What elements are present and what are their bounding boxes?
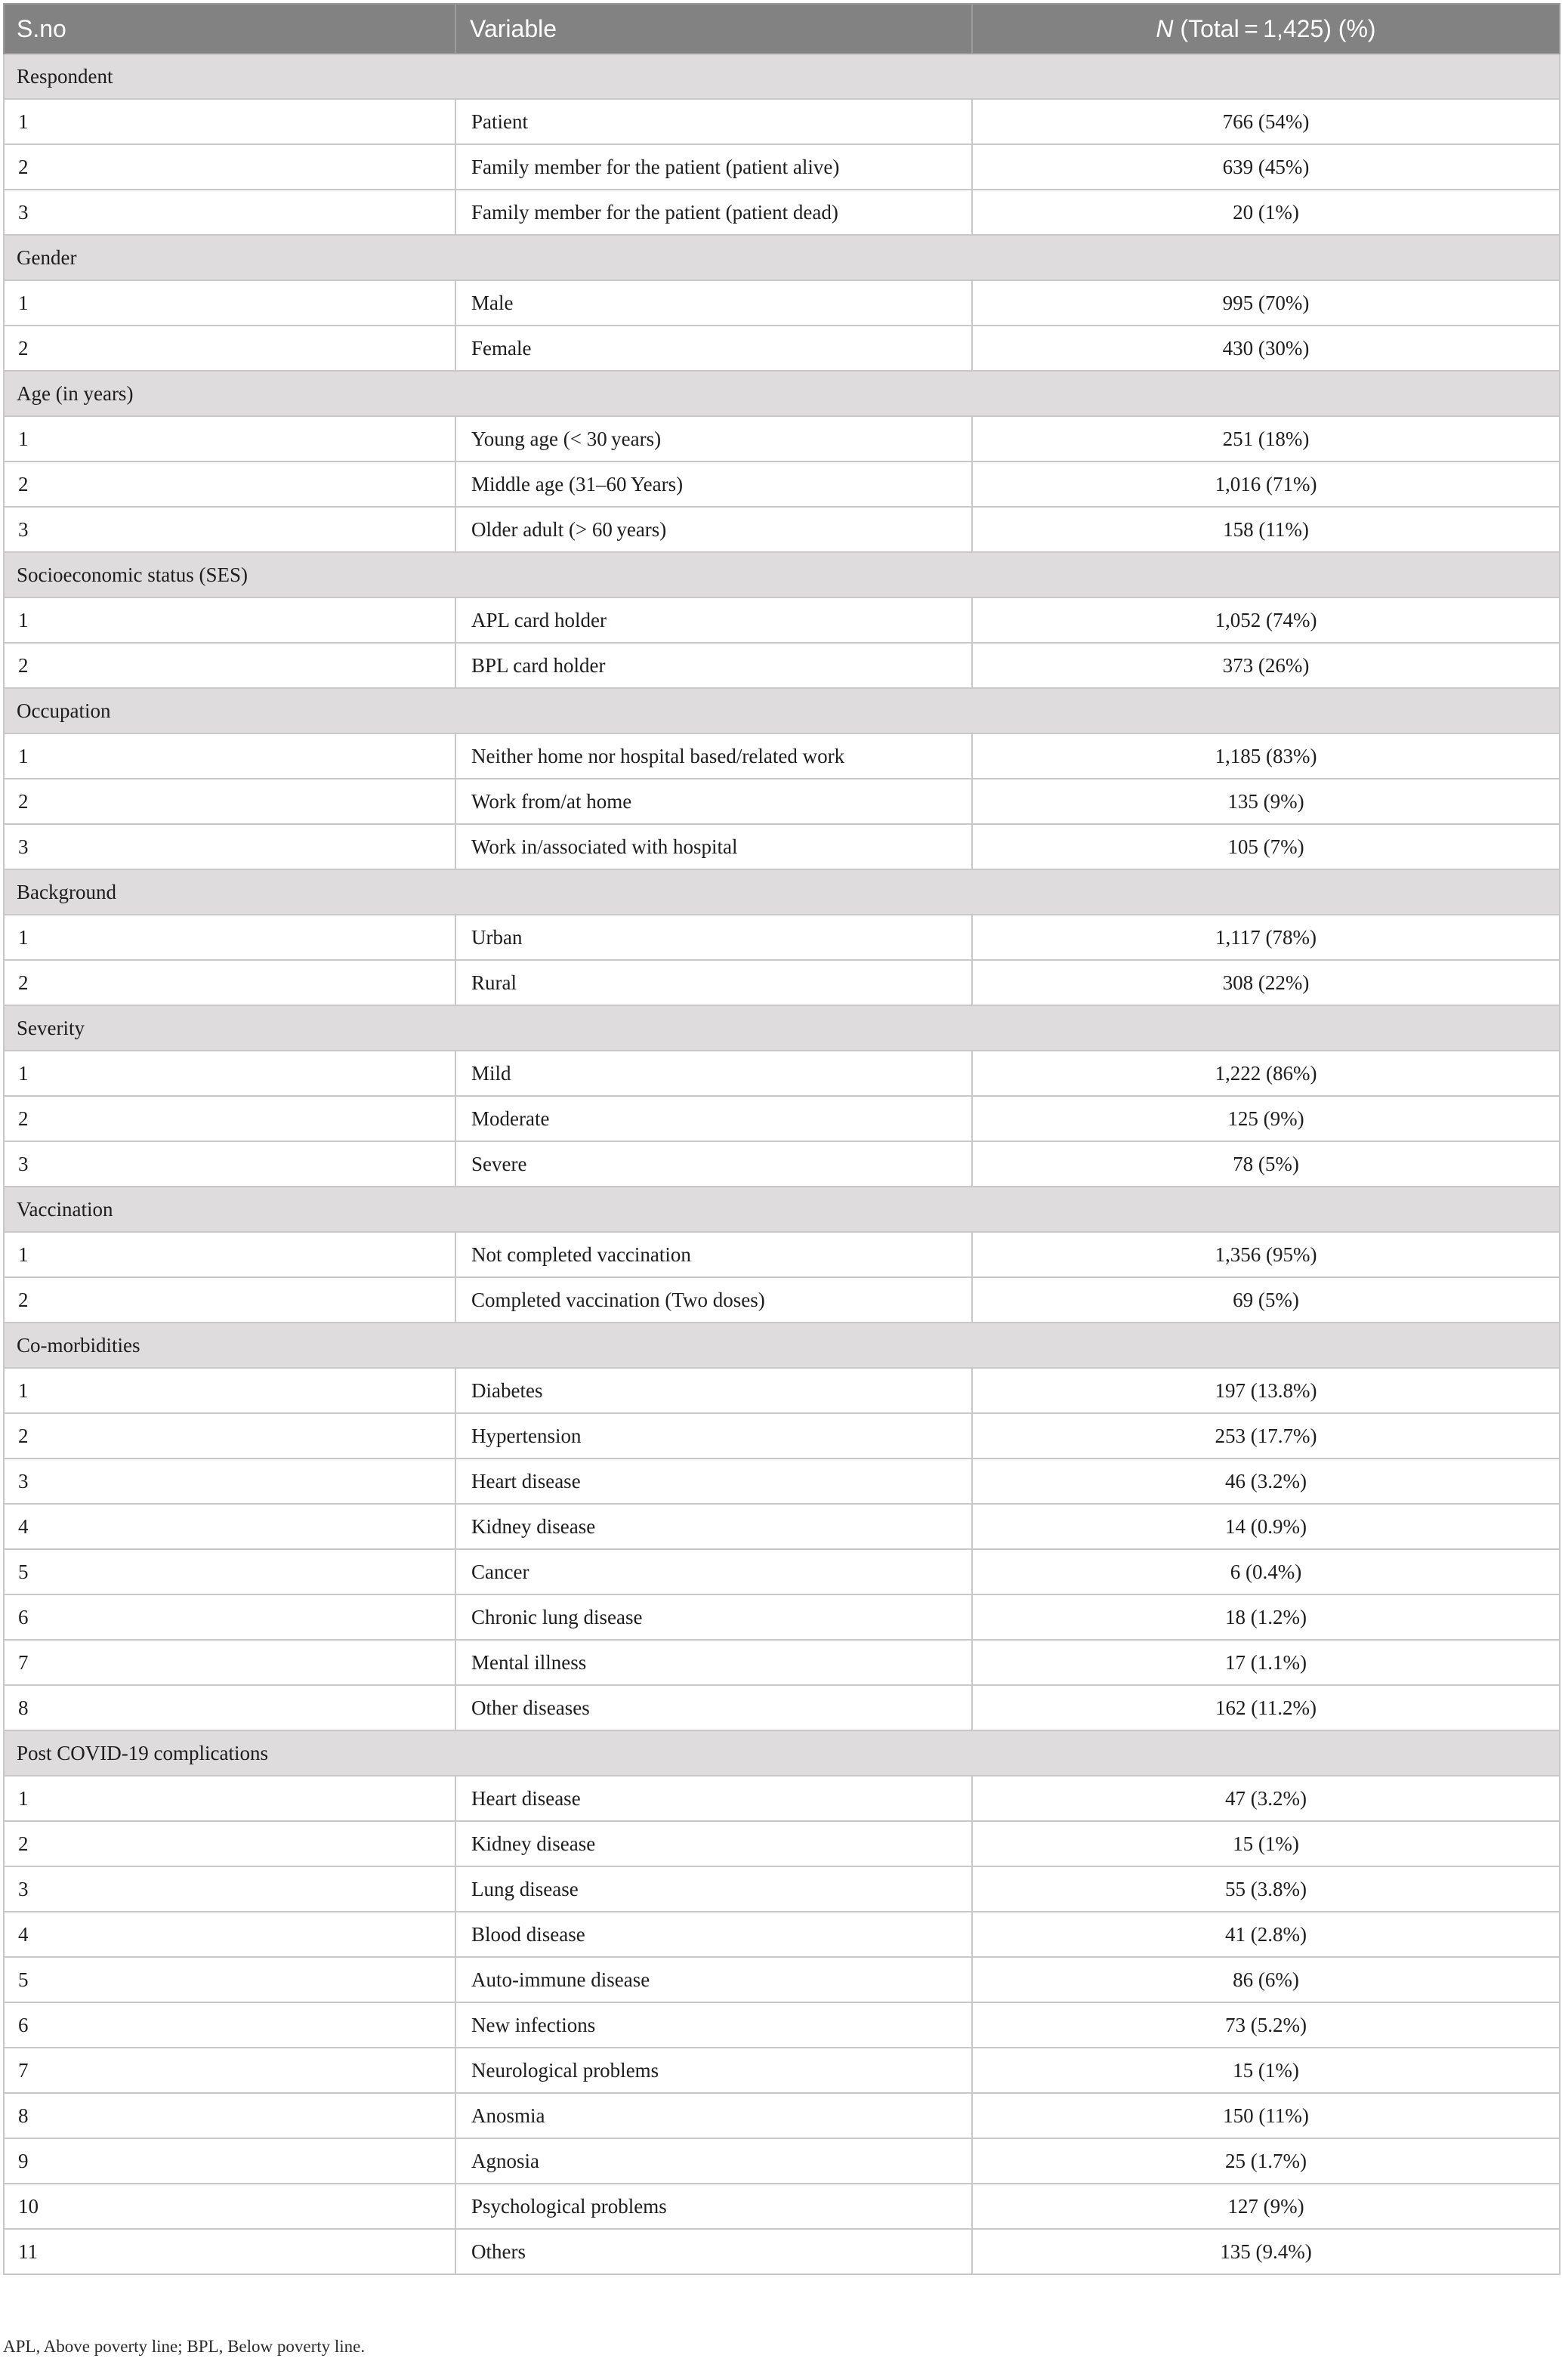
sno-cell: 2 xyxy=(4,643,455,688)
table-row xyxy=(4,1866,1560,1912)
variable-cell: Male xyxy=(455,280,972,326)
section-row xyxy=(4,869,1560,915)
sno-cell: 1 xyxy=(4,1051,455,1096)
variable-cell: Agnosia xyxy=(455,2138,972,2184)
section-title: Post COVID-19 complications xyxy=(4,1730,1560,1776)
variable-cell: Severe xyxy=(455,1141,972,1187)
header-row xyxy=(4,4,1560,54)
sno-cell: 2 xyxy=(4,144,455,190)
variable-cell: New infections xyxy=(455,2002,972,2048)
table-row xyxy=(4,1277,1560,1323)
variable-cell: Lung disease xyxy=(455,1866,972,1912)
section-title: Background xyxy=(4,869,1560,915)
value-cell: 86 (6%) xyxy=(972,1957,1560,2002)
variable-cell: Work from/at home xyxy=(455,779,972,824)
value-cell: 1,185 (83%) xyxy=(972,733,1560,779)
variable-cell: Work in/associated with hospital xyxy=(455,824,972,869)
value-cell: 73 (5.2%) xyxy=(972,2002,1560,2048)
sno-cell: 2 xyxy=(4,1277,455,1323)
value-cell: 1,052 (74%) xyxy=(972,597,1560,643)
variable-cell: APL card holder xyxy=(455,597,972,643)
value-cell: 430 (30%) xyxy=(972,326,1560,371)
table-row xyxy=(4,1232,1560,1277)
sno-cell: 11 xyxy=(4,2229,455,2274)
section-row xyxy=(4,235,1560,280)
table-row xyxy=(4,1459,1560,1504)
section-row xyxy=(4,1323,1560,1368)
table-row xyxy=(4,2229,1560,2274)
variable-cell: Cancer xyxy=(455,1549,972,1594)
variable-cell: Middle age (31–60 Years) xyxy=(455,461,972,507)
sno-cell: 4 xyxy=(4,1912,455,1957)
table-row xyxy=(4,1957,1560,2002)
variable-cell: Kidney disease xyxy=(455,1821,972,1866)
sno-cell: 3 xyxy=(4,1459,455,1504)
sno-cell: 2 xyxy=(4,960,455,1005)
table-row xyxy=(4,280,1560,326)
sno-cell: 9 xyxy=(4,2138,455,2184)
sno-cell: 7 xyxy=(4,1640,455,1685)
value-cell: 47 (3.2%) xyxy=(972,1776,1560,1821)
variable-cell: Neurological problems xyxy=(455,2048,972,2093)
demographics-table xyxy=(3,3,1560,2275)
sno-cell: 1 xyxy=(4,915,455,960)
variable-cell: Female xyxy=(455,326,972,371)
sno-cell: 1 xyxy=(4,597,455,643)
sno-cell: 1 xyxy=(4,280,455,326)
table-row xyxy=(4,326,1560,371)
sno-cell: 1 xyxy=(4,1368,455,1413)
value-cell: 251 (18%) xyxy=(972,416,1560,461)
variable-cell: BPL card holder xyxy=(455,643,972,688)
table-row xyxy=(4,1821,1560,1866)
variable-cell: Chronic lung disease xyxy=(455,1594,972,1640)
table-row xyxy=(4,1640,1560,1685)
table-row xyxy=(4,1504,1560,1549)
section-title: Age (in years) xyxy=(4,371,1560,416)
variable-cell: Auto-immune disease xyxy=(455,1957,972,2002)
value-cell: 25 (1.7%) xyxy=(972,2138,1560,2184)
sno-cell: 2 xyxy=(4,461,455,507)
value-cell: 253 (17.7%) xyxy=(972,1413,1560,1459)
sno-cell: 3 xyxy=(4,507,455,552)
section-row xyxy=(4,1187,1560,1232)
variable-cell: Not completed vaccination xyxy=(455,1232,972,1277)
variable-cell: Anosmia xyxy=(455,2093,972,2138)
table-row xyxy=(4,1368,1560,1413)
header-n-total xyxy=(972,4,1560,54)
variable-cell: Rural xyxy=(455,960,972,1005)
sno-cell: 2 xyxy=(4,326,455,371)
table-row xyxy=(4,144,1560,190)
value-cell: 41 (2.8%) xyxy=(972,1912,1560,1957)
sno-cell: 5 xyxy=(4,1957,455,2002)
variable-cell: Diabetes xyxy=(455,1368,972,1413)
value-cell: 373 (26%) xyxy=(972,643,1560,688)
value-cell: 995 (70%) xyxy=(972,280,1560,326)
variable-cell: Mental illness xyxy=(455,1640,972,1685)
sno-cell: 3 xyxy=(4,824,455,869)
sno-cell: 6 xyxy=(4,2002,455,2048)
value-cell: 127 (9%) xyxy=(972,2184,1560,2229)
table-footnote: APL, Above poverty line; BPL, Below poverty line. xyxy=(3,2337,366,2356)
table-row xyxy=(4,824,1560,869)
variable-cell: Older adult (> 60 years) xyxy=(455,507,972,552)
section-row xyxy=(4,688,1560,733)
demographics-table-wrapper xyxy=(3,3,1559,2275)
value-cell: 135 (9.4%) xyxy=(972,2229,1560,2274)
table-body xyxy=(4,54,1560,2274)
table-row xyxy=(4,2048,1560,2093)
table-row xyxy=(4,1776,1560,1821)
section-title: Severity xyxy=(4,1005,1560,1051)
variable-cell: Heart disease xyxy=(455,1776,972,1821)
table-row xyxy=(4,2138,1560,2184)
section-title: Gender xyxy=(4,235,1560,280)
value-cell: 46 (3.2%) xyxy=(972,1459,1560,1504)
sno-cell: 2 xyxy=(4,779,455,824)
section-row xyxy=(4,54,1560,99)
table-row xyxy=(4,779,1560,824)
value-cell: 1,356 (95%) xyxy=(972,1232,1560,1277)
variable-cell: Family member for the patient (patient alive) xyxy=(455,144,972,190)
value-cell: 20 (1%) xyxy=(972,190,1560,235)
value-cell: 766 (54%) xyxy=(972,99,1560,144)
value-cell: 18 (1.2%) xyxy=(972,1594,1560,1640)
section-title: Respondent xyxy=(4,54,1560,99)
sno-cell: 1 xyxy=(4,99,455,144)
sno-cell: 1 xyxy=(4,733,455,779)
value-cell: 197 (13.8%) xyxy=(972,1368,1560,1413)
table-row xyxy=(4,2002,1560,2048)
variable-cell: Urban xyxy=(455,915,972,960)
value-cell: 1,117 (78%) xyxy=(972,915,1560,960)
section-row xyxy=(4,1005,1560,1051)
variable-cell: Heart disease xyxy=(455,1459,972,1504)
variable-cell: Neither home nor hospital based/related work xyxy=(455,733,972,779)
table-row xyxy=(4,597,1560,643)
section-title: Co-morbidities xyxy=(4,1323,1560,1368)
variable-cell: Mild xyxy=(455,1051,972,1096)
value-cell: 15 (1%) xyxy=(972,1821,1560,1866)
sno-cell: 7 xyxy=(4,2048,455,2093)
sno-cell: 1 xyxy=(4,1232,455,1277)
value-cell: 69 (5%) xyxy=(972,1277,1560,1323)
value-cell: 1,222 (86%) xyxy=(972,1051,1560,1096)
value-cell: 55 (3.8%) xyxy=(972,1866,1560,1912)
sno-cell: 6 xyxy=(4,1594,455,1640)
table-row xyxy=(4,1594,1560,1640)
table-row xyxy=(4,1141,1560,1187)
value-cell: 15 (1%) xyxy=(972,2048,1560,2093)
sno-cell: 2 xyxy=(4,1413,455,1459)
table-row xyxy=(4,507,1560,552)
table-row xyxy=(4,1912,1560,1957)
sno-cell: 8 xyxy=(4,2093,455,2138)
variable-cell: Others xyxy=(455,2229,972,2274)
variable-cell: Hypertension xyxy=(455,1413,972,1459)
value-cell: 78 (5%) xyxy=(972,1141,1560,1187)
sno-cell: 2 xyxy=(4,1821,455,1866)
section-title: Vaccination xyxy=(4,1187,1560,1232)
sno-cell: 5 xyxy=(4,1549,455,1594)
value-cell: 150 (11%) xyxy=(972,2093,1560,2138)
section-row xyxy=(4,552,1560,597)
header-sno: S.no xyxy=(4,4,455,54)
value-cell: 6 (0.4%) xyxy=(972,1549,1560,1594)
variable-cell: Patient xyxy=(455,99,972,144)
section-row xyxy=(4,371,1560,416)
variable-cell: Completed vaccination (Two doses) xyxy=(455,1277,972,1323)
value-cell: 125 (9%) xyxy=(972,1096,1560,1141)
variable-cell: Psychological problems xyxy=(455,2184,972,2229)
table-row xyxy=(4,2184,1560,2229)
section-title: Socioeconomic status (SES) xyxy=(4,552,1560,597)
table-row xyxy=(4,99,1560,144)
table-row xyxy=(4,2093,1560,2138)
header-n-symbol: N xyxy=(1156,14,1174,42)
table-row xyxy=(4,1413,1560,1459)
table-row xyxy=(4,643,1560,688)
value-cell: 105 (7%) xyxy=(972,824,1560,869)
table-row xyxy=(4,1096,1560,1141)
table-row xyxy=(4,1051,1560,1096)
section-row xyxy=(4,1730,1560,1776)
value-cell: 158 (11%) xyxy=(972,507,1560,552)
table-row xyxy=(4,416,1560,461)
sno-cell: 10 xyxy=(4,2184,455,2229)
sno-cell: 3 xyxy=(4,1141,455,1187)
value-cell: 17 (1.1%) xyxy=(972,1640,1560,1685)
table-row xyxy=(4,960,1560,1005)
table-row xyxy=(4,1685,1560,1730)
header-n-label: (Total = 1,425) (%) xyxy=(1173,14,1376,42)
table-row xyxy=(4,1549,1560,1594)
variable-cell: Blood disease xyxy=(455,1912,972,1957)
variable-cell: Other diseases xyxy=(455,1685,972,1730)
table-row xyxy=(4,733,1560,779)
sno-cell: 3 xyxy=(4,1866,455,1912)
table-row xyxy=(4,461,1560,507)
sno-cell: 8 xyxy=(4,1685,455,1730)
variable-cell: Moderate xyxy=(455,1096,972,1141)
value-cell: 14 (0.9%) xyxy=(972,1504,1560,1549)
sno-cell: 1 xyxy=(4,1776,455,1821)
value-cell: 162 (11.2%) xyxy=(972,1685,1560,1730)
header-variable: Variable xyxy=(455,4,972,54)
section-title: Occupation xyxy=(4,688,1560,733)
value-cell: 308 (22%) xyxy=(972,960,1560,1005)
sno-cell: 4 xyxy=(4,1504,455,1549)
variable-cell: Kidney disease xyxy=(455,1504,972,1549)
sno-cell: 2 xyxy=(4,1096,455,1141)
sno-cell: 1 xyxy=(4,416,455,461)
table-row xyxy=(4,190,1560,235)
sno-cell: 3 xyxy=(4,190,455,235)
value-cell: 639 (45%) xyxy=(972,144,1560,190)
variable-cell: Family member for the patient (patient dead) xyxy=(455,190,972,235)
variable-cell: Young age (< 30 years) xyxy=(455,416,972,461)
value-cell: 135 (9%) xyxy=(972,779,1560,824)
table-row xyxy=(4,915,1560,960)
value-cell: 1,016 (71%) xyxy=(972,461,1560,507)
